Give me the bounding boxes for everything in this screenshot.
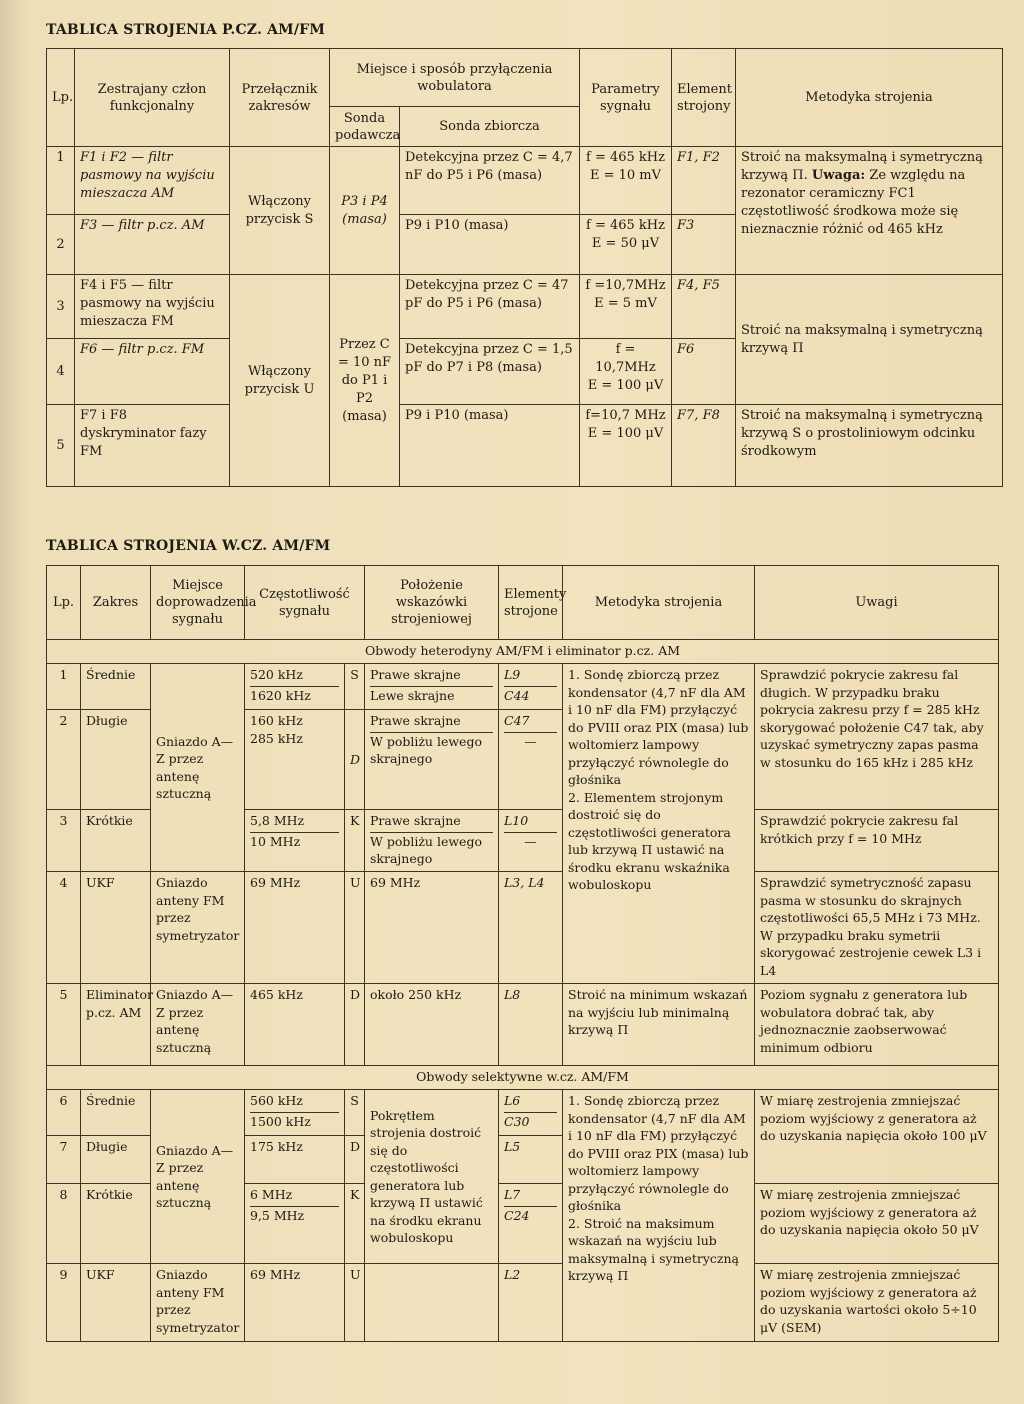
elem-1: L9 — [504, 667, 521, 682]
param-e: E = 100 μV — [587, 426, 664, 441]
param-e: E = 50 μV — [591, 236, 660, 251]
header-parametry: Parametry sygnału — [580, 49, 672, 147]
header-metodyka: Metodyka strojenia — [563, 566, 755, 640]
row-parametry — [580, 405, 672, 487]
param-f: f=10,7 MHz — [585, 408, 666, 423]
row-metodyka: Stroić na maksymalną i symetryczną krzywą Π — [736, 275, 1003, 405]
row-parametry — [580, 147, 672, 215]
freq-1: 5,8 MHz — [250, 813, 305, 828]
row-parametry — [580, 275, 672, 339]
row-position-code: U — [345, 872, 365, 984]
metodyka-text: Stroić na maksymalną i symetryczną krzywą Π. — [741, 150, 983, 183]
row-zakres: Długie — [81, 1136, 151, 1184]
elem-2: — — [504, 832, 557, 851]
freq-2: 285 kHz — [250, 730, 303, 746]
header-czlon: Zestrajany człon funkcjonalny — [75, 49, 230, 147]
row-lp: 8 — [47, 1184, 81, 1264]
header-miejsce: Miejsce i sposób przyłączenia wobulatora — [330, 49, 580, 107]
param-e: E = 100 μV — [587, 378, 664, 393]
uwaga-label: Uwaga: — [811, 168, 866, 183]
elem-1: C47 — [504, 713, 530, 728]
table-row — [47, 1264, 999, 1342]
row-polozenie: 69 MHz — [365, 872, 499, 984]
row-czestotliwosc: 175 kHz — [245, 1136, 345, 1184]
row-polozenie — [365, 1264, 499, 1342]
row-lp: 2 — [47, 215, 75, 275]
table-row — [47, 872, 999, 984]
freq-2: 1620 kHz — [250, 686, 339, 705]
row-lp: 4 — [47, 339, 75, 405]
header-lp: Lp. — [47, 566, 81, 640]
row-polozenie — [365, 810, 499, 872]
row-uwagi: Sprawdzić symetryczność zapasu pasma w stosunku do skrajnych częstotliwości 65,5 MHz i 73 MHz. W przypadku braku symetrii skorygować zestrojenie cewek L3 i L4 — [755, 872, 999, 984]
row-metodyka: Stroić na minimum wskazań na wyjściu lub minimalną krzywą Π — [563, 984, 755, 1066]
table-row — [47, 1090, 999, 1136]
freq-2: 9,5 MHz — [250, 1206, 339, 1225]
row-element: F6 — [672, 339, 736, 405]
header-uwagi: Uwagi — [755, 566, 999, 640]
pos-2: W pobliżu lewego skrajnego — [370, 732, 493, 768]
row-czlon: F4 i F5 — filtr pasmowy na wyjściu mieszacza FM — [75, 275, 230, 339]
row-sonda-zbiorcza: Detekcyjna przez C = 47 pF do P5 i P6 (masa) — [400, 275, 580, 339]
row-czestotliwosc: 69 MHz — [245, 872, 345, 984]
row-elementy — [499, 1090, 563, 1136]
elem-1: L6 — [504, 1093, 521, 1108]
row-polozenie — [365, 710, 499, 810]
row-polozenie — [365, 664, 499, 710]
row-elementy — [499, 810, 563, 872]
pos-1: Prawe skrajne — [370, 713, 461, 728]
row-sonda-zbiorcza: P9 i P10 (masa) — [400, 215, 580, 275]
row-position-code: K — [345, 810, 365, 872]
row-uwagi: W miarę zestrojenia zmniejszać poziom wyjściowy z generatora aż do uzyskania napięcia około 50 μV — [755, 1184, 999, 1264]
elem-2: C24 — [504, 1206, 557, 1225]
row-miejsce: Gniazdo anteny FM przez symetryzator — [151, 1264, 245, 1342]
table1-title: TABLICA STROJENIA P.CZ. AM/FM — [46, 22, 326, 38]
param-f: f =10,7MHz — [585, 278, 666, 293]
elem-2: C44 — [504, 686, 557, 705]
row-miejsce: Gniazdo A—Z przez antenę sztuczną — [151, 984, 245, 1066]
row-uwagi: W miarę zestrojenia zmniejszać poziom wyjściowy z generatora aż do uzyskania napięcia około 100 μV — [755, 1090, 999, 1184]
metodyka-step-2: 2. Stroić na maksimum wskazań na wyjściu lub maksymalną i symetryczną krzywą Π — [568, 1215, 739, 1283]
row-zakres: Krótkie — [81, 1184, 151, 1264]
row-elementy: L8 — [499, 984, 563, 1066]
row-zakres: Eliminator p.cz. AM — [81, 984, 151, 1066]
row-czlon: F1 i F2 — filtr pasmowy na wyjściu mieszacza AM — [75, 147, 230, 215]
row-position-code: D — [345, 1136, 365, 1184]
row-przelacznik: Włączony przycisk U — [230, 275, 330, 487]
row-lp: 9 — [47, 1264, 81, 1342]
elem-1: L7 — [504, 1187, 521, 1202]
row-elementy — [499, 710, 563, 810]
table-row — [47, 147, 1003, 215]
table-row — [47, 984, 999, 1066]
header-polozenie: Położenie wskazówki strojeniowej — [365, 566, 499, 640]
row-lp: 4 — [47, 872, 81, 984]
row-position-code: S — [345, 1090, 365, 1136]
header-sonda-podawcza: Sonda podawcza — [330, 107, 400, 147]
row-zakres: Średnie — [81, 664, 151, 710]
row-elementy — [499, 1184, 563, 1264]
elem-2: — — [504, 732, 557, 751]
row-miejsce: Gniazdo A—Z przez antenę sztuczną — [151, 1090, 245, 1264]
row-czestotliwosc — [245, 664, 345, 710]
row-element: F7, F8 — [672, 405, 736, 487]
pos-1: Prawe skrajne — [370, 667, 461, 682]
row-czestotliwosc: 69 MHz — [245, 1264, 345, 1342]
row-sonda-zbiorcza: P9 i P10 (masa) — [400, 405, 580, 487]
row-polozenie: około 250 kHz — [365, 984, 499, 1066]
header-metodyka: Metodyka strojenia — [736, 49, 1003, 147]
row-position-code: U — [345, 1264, 365, 1342]
table-row — [47, 405, 1003, 487]
metodyka-step-1: 1. Sondę zbiorczą przez kondensator (4,7 nF dla AM i 10 nF dla FM) przyłączyć do PVIII oraz PIX (masa) lub woltomierz lampowy przyłączyć równolegle do głośnika — [568, 1093, 749, 1213]
row-czestotliwosc — [245, 1090, 345, 1136]
header-sonda-zbiorcza: Sonda zbiorcza — [400, 107, 580, 147]
row-uwagi: Sprawdzić pokrycie zakresu fal krótkich przy f = 10 MHz — [755, 810, 999, 872]
row-sonda-podawcza: Przez C = 10 nF do P1 i P2 (masa) — [330, 275, 400, 487]
row-elementy: L3, L4 — [499, 872, 563, 984]
row-lp: 7 — [47, 1136, 81, 1184]
row-metodyka — [736, 147, 1003, 275]
row-position-code: D — [345, 710, 365, 810]
uwaga-text: Ze względu na rezonator ceramiczny FC1 częstotliwość środkowa może się nieznacznie różnić od 465 kHz — [741, 168, 966, 237]
freq-1: 6 MHz — [250, 1187, 293, 1202]
row-czestotliwosc: 465 kHz — [245, 984, 345, 1066]
table-pcz — [46, 48, 1003, 487]
row-sonda-zbiorcza: Detekcyjna przez C = 4,7 nF do P5 i P6 (masa) — [400, 147, 580, 215]
table-row — [47, 664, 999, 710]
row-parametry — [580, 339, 672, 405]
row-lp: 5 — [47, 984, 81, 1066]
row-zakres: UKF — [81, 872, 151, 984]
row-lp: 5 — [47, 405, 75, 487]
row-sonda-podawcza: P3 i P4 (masa) — [330, 147, 400, 275]
row-metodyka: Stroić na maksymalną i symetryczną krzywą S o prostoliniowym odcinku środkowym — [736, 405, 1003, 487]
elem-2: C30 — [504, 1112, 557, 1131]
param-f: f = 10,7MHz — [595, 342, 656, 375]
row-miejsce: Gniazdo anteny FM przez symetryzator — [151, 872, 245, 984]
row-czestotliwosc — [245, 1184, 345, 1264]
param-f: f = 465 kHz — [586, 150, 665, 165]
row-lp: 3 — [47, 275, 75, 339]
metodyka-step-2: 2. Elementem strojonym dostroić się do częstotliwości generatora lub krzywą Π ustawić na środku ekranu wskaźnika wobuloskopu — [568, 789, 731, 892]
row-uwagi: Poziom sygnału z generatora lub wobulatora dobrać tak, aby jednoznacznie zaobserwować minimum odbioru — [755, 984, 999, 1066]
row-polozenie: Pokrętłem strojenia dostroić się do częstotliwości generatora lub krzywą Π ustawić na środku ekranu wobuloskopu — [365, 1090, 499, 1264]
row-lp: 6 — [47, 1090, 81, 1136]
header-lp: Lp. — [47, 49, 75, 147]
row-position-code: D — [345, 984, 365, 1066]
row-miejsce: Gniazdo A—Z przez antenę sztuczną — [151, 664, 245, 872]
row-parametry — [580, 215, 672, 275]
header-element: Element strojony — [672, 49, 736, 147]
freq-2: 1500 kHz — [250, 1112, 339, 1131]
row-lp: 3 — [47, 810, 81, 872]
section-selektywne: Obwody selektywne w.cz. AM/FM — [47, 1066, 999, 1090]
table-row — [47, 275, 1003, 339]
row-zakres: UKF — [81, 1264, 151, 1342]
row-czlon: F3 — filtr p.cz. AM — [75, 215, 230, 275]
row-sonda-zbiorcza: Detekcyjna przez C = 1,5 pF do P7 i P8 (masa) — [400, 339, 580, 405]
freq-2: 10 MHz — [250, 832, 339, 851]
row-czlon: F6 — filtr p.cz. FM — [75, 339, 230, 405]
row-elementy: L2 — [499, 1264, 563, 1342]
row-uwagi: W miarę zestrojenia zmniejszać poziom wyjściowy z generatora aż do uzyskania wartości około 5÷10 μV (SEM) — [755, 1264, 999, 1342]
row-lp: 2 — [47, 710, 81, 810]
freq-1: 160 kHz — [250, 713, 303, 728]
table-wcz — [46, 565, 999, 1342]
row-czestotliwosc — [245, 810, 345, 872]
row-zakres: Krótkie — [81, 810, 151, 872]
row-zakres: Średnie — [81, 1090, 151, 1136]
row-elementy: L5 — [499, 1136, 563, 1184]
header-miejsce: Miejsce doprowadzenia sygnału — [151, 566, 245, 640]
row-lp: 1 — [47, 147, 75, 215]
section-heterodyna: Obwody heterodyny AM/FM i eliminator p.cz. AM — [47, 640, 999, 664]
row-element: F1, F2 — [672, 147, 736, 215]
header-czestotliwosc: Częstotliwość sygnału — [245, 566, 365, 640]
pos-2: Lewe skrajne — [370, 686, 493, 705]
row-czestotliwosc — [245, 710, 345, 810]
row-element: F3 — [672, 215, 736, 275]
header-elementy: Elementy strojone — [499, 566, 563, 640]
header-zakres: Zakres — [81, 566, 151, 640]
row-position-code: K — [345, 1184, 365, 1264]
header-przelacznik: Przełącznik zakresów — [230, 49, 330, 147]
row-przelacznik: Włączony przycisk S — [230, 147, 330, 275]
row-czlon: F7 i F8 dyskryminator fazy FM — [75, 405, 230, 487]
freq-1: 520 kHz — [250, 667, 303, 682]
param-f: f = 465 kHz — [586, 218, 665, 233]
row-metodyka — [563, 664, 755, 984]
freq-1: 560 kHz — [250, 1093, 303, 1108]
row-position-code: S — [345, 664, 365, 710]
param-e: E = 10 mV — [589, 168, 662, 183]
metodyka-step-1: 1. Sondę zbiorczą przez kondensator (4,7 nF dla AM i 10 nF dla FM) przyłączyć do PVIII oraz PIX (masa) lub woltomierz lampowy przyłączyć równolegle do głośnika — [568, 667, 749, 787]
row-elementy — [499, 664, 563, 710]
pos-1: Prawe skrajne — [370, 813, 461, 828]
row-metodyka — [563, 1090, 755, 1342]
row-uwagi: Sprawdzić pokrycie zakresu fal długich. W przypadku braku pokrycia zakresu przy f = 285 kHz skorygować położenie C47 tak, aby uzyskać symetryczny zapas pasma w stosunku do 165 kHz i 285 kHz — [755, 664, 999, 810]
row-lp: 1 — [47, 664, 81, 710]
param-e: E = 5 mV — [594, 296, 657, 311]
pos-2: W pobliżu lewego skrajnego — [370, 832, 493, 868]
table2-title: TABLICA STROJENIA W.CZ. AM/FM — [46, 538, 331, 554]
elem-1: L10 — [504, 813, 529, 828]
row-element: F4, F5 — [672, 275, 736, 339]
row-zakres: Długie — [81, 710, 151, 810]
